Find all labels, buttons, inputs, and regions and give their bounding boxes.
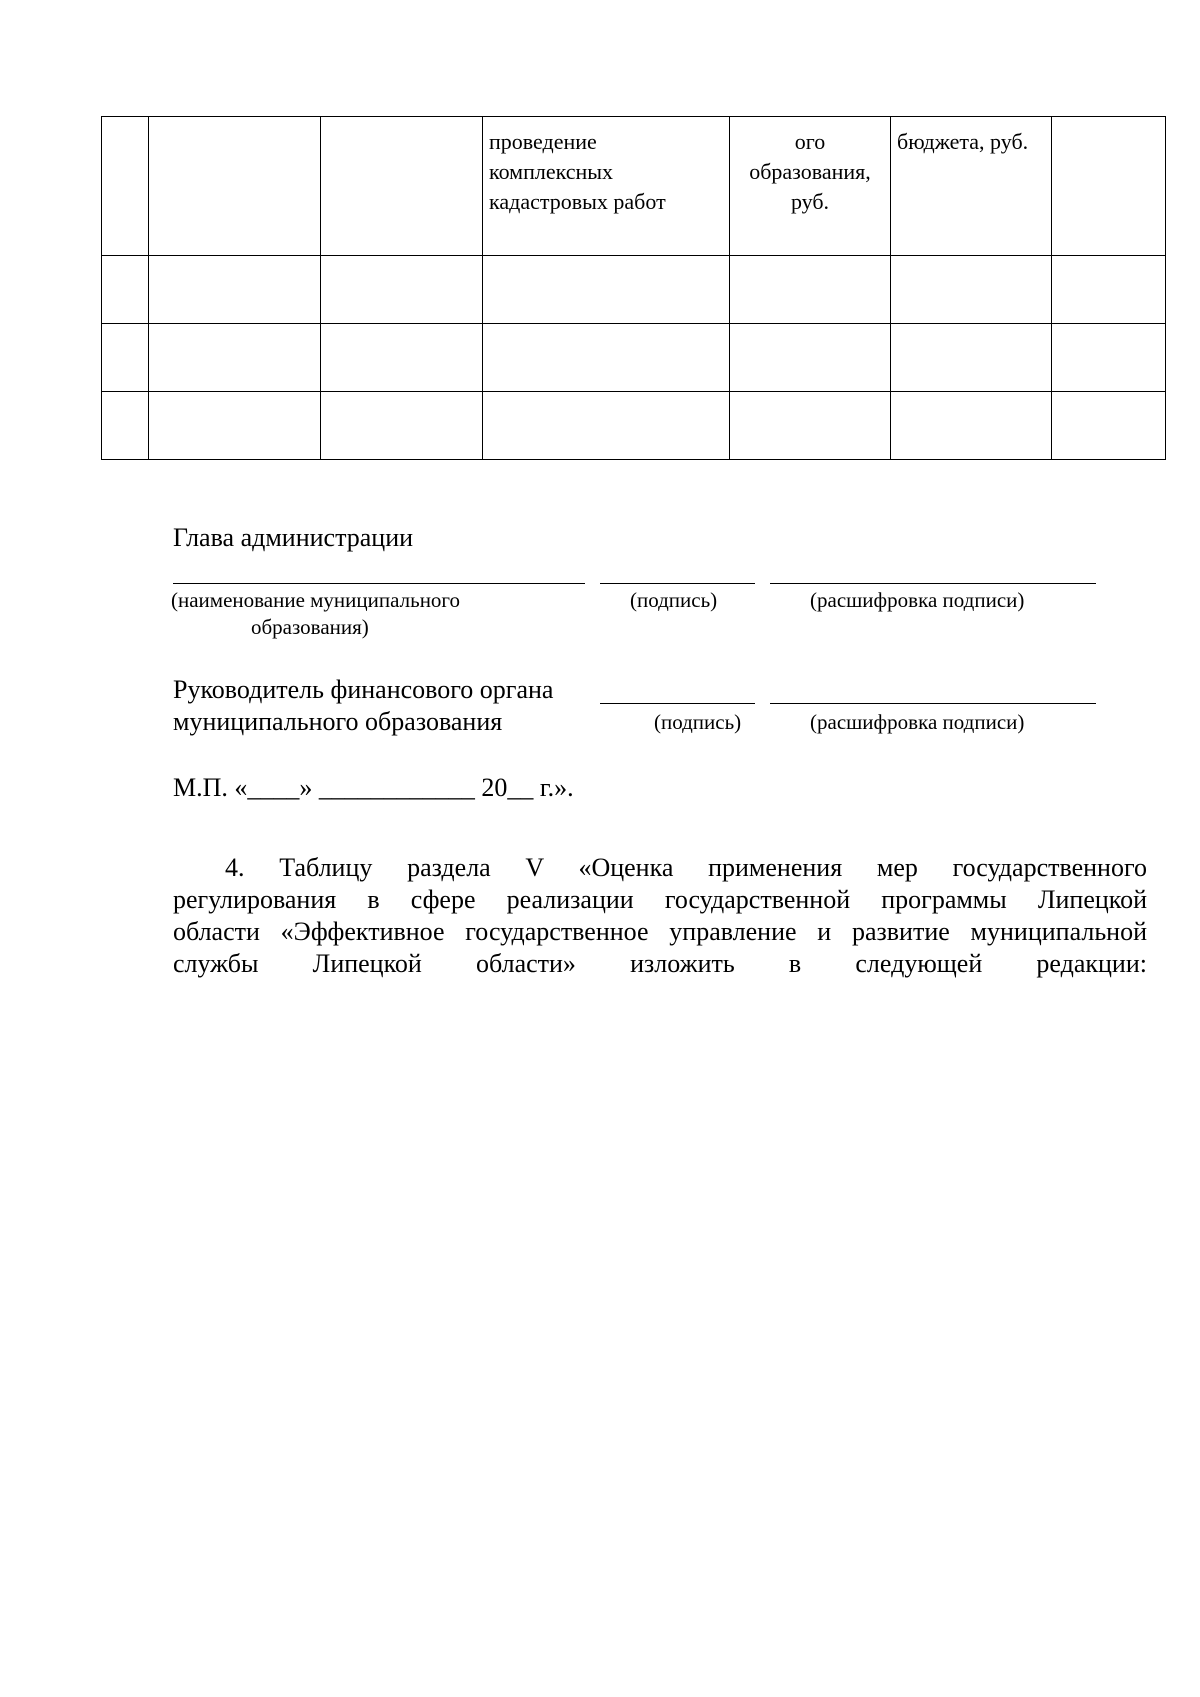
table-cell: [483, 324, 730, 392]
table-cell: [149, 256, 321, 324]
table-cell: [149, 392, 321, 460]
head-of-administration-title: Глава администрации: [173, 523, 414, 552]
municipality-name-line: [173, 583, 585, 584]
stamp-date-line: М.П. «____» ____________ 20__ г.».: [173, 773, 574, 802]
table-cell-cadastral-works: [483, 117, 730, 256]
table-cell-budget: [891, 117, 1052, 256]
cell-line: кадастровых работ: [489, 189, 666, 214]
data-table: [101, 116, 1166, 460]
table-row: [102, 324, 1166, 392]
table-cell: [1052, 256, 1166, 324]
paragraph-line: области «Эффективное государственное управление и развитие муниципальной: [173, 917, 1147, 946]
caption-finance-signature: (подпись): [654, 710, 742, 734]
table-cell: [102, 117, 149, 256]
head-signature-line: [600, 583, 755, 584]
table-cell: [730, 256, 891, 324]
caption-signature-decode: (расшифровка подписи): [810, 588, 1025, 612]
table-cell: [149, 324, 321, 392]
paragraph-line: регулирования в сфере реализации государственной программы Липецкой: [173, 885, 1147, 914]
cell-line: руб.: [790, 189, 830, 214]
table-cell: [891, 324, 1052, 392]
table-row: [102, 256, 1166, 324]
paragraph-line: 4. Таблицу раздела V «Оценка применения мер государственного: [225, 853, 1147, 882]
table-cell: [1052, 392, 1166, 460]
cell-line: проведение: [489, 129, 597, 154]
finance-decode-line: [770, 703, 1096, 704]
head-decode-line: [770, 583, 1096, 584]
table-cell: [1052, 117, 1166, 256]
paragraph-line: службы Липецкой области» изложить в следующей редакции:: [173, 949, 1147, 978]
table-cell: [321, 117, 483, 256]
finance-head-title-cont: муниципального образования: [173, 707, 503, 736]
table-cell: [102, 256, 149, 324]
table-cell: [321, 324, 483, 392]
table-cell: [891, 256, 1052, 324]
table-cell: [102, 392, 149, 460]
caption-municipality-name-cont: образования): [251, 615, 369, 639]
table-header-row: [102, 117, 1166, 256]
cell-line: ого: [794, 129, 826, 154]
cell-line: комплексных: [489, 159, 614, 184]
caption-municipality-name: (наименование муниципального: [171, 588, 461, 612]
caption-signature: (подпись): [630, 588, 718, 612]
cell-line: бюджета, руб.: [897, 129, 1029, 154]
cell-line: образования,: [749, 159, 871, 184]
finance-head-title: Руководитель финансового органа: [173, 675, 554, 704]
table-cell: [149, 117, 321, 256]
table-cell-municipal-formation: [730, 117, 891, 256]
table-row: [102, 392, 1166, 460]
table-cell: [483, 256, 730, 324]
table-cell: [321, 256, 483, 324]
table-cell: [891, 392, 1052, 460]
caption-finance-signature-decode: (расшифровка подписи): [810, 710, 1025, 734]
table-cell: [321, 392, 483, 460]
table-cell: [730, 324, 891, 392]
table-cell: [483, 392, 730, 460]
table-cell: [102, 324, 149, 392]
finance-signature-line: [600, 703, 755, 704]
table-cell: [730, 392, 891, 460]
table-cell: [1052, 324, 1166, 392]
section-amendment-paragraph: [173, 852, 1147, 980]
